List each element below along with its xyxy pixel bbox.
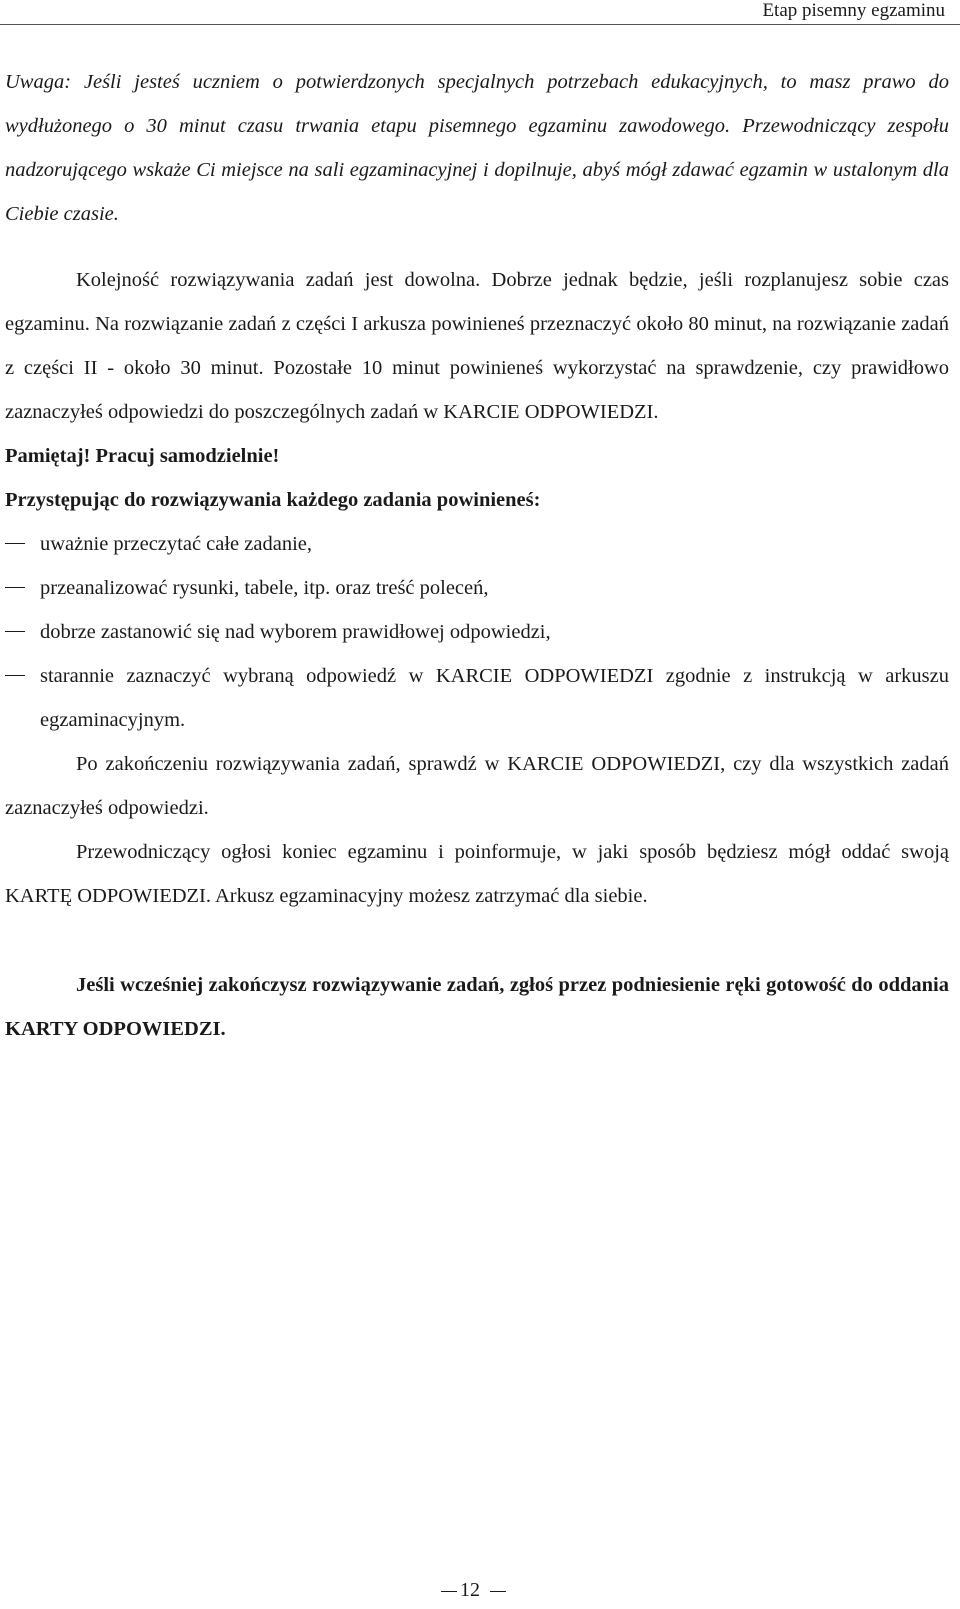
end-paragraph: Przewodniczący ogłosi koniec egzaminu i poinformuje, w jaki sposób będziesz mógł oddać swoją KARTĘ ODPOWIEDZI. Arkusz egzaminacyjny możesz zatrzymać dla siebie. (5, 841, 949, 907)
footer-dash-left-icon (441, 1591, 457, 1592)
page-footer (0, 1575, 960, 1605)
dash-bullet-icon (5, 675, 25, 676)
approach-heading: Przystępując do rozwiązywania każdego zadania powinieneś: (5, 489, 541, 511)
dash-bullet-icon (5, 543, 25, 544)
header-title: Etap pisemny egzaminu (762, 0, 945, 21)
page-number: 12 (460, 1579, 480, 1601)
remember-note: Pamiętaj! Pracuj samodzielnie! (5, 445, 280, 467)
dash-bullet-icon (5, 587, 25, 588)
page-header (0, 0, 960, 25)
list-item (5, 522, 949, 566)
early-finish-paragraph: Jeśli wcześniej zakończysz rozwiązywanie zadań, zgłoś przez podniesienie ręki gotowość do oddania KARTY ODPOWIEDZI. (5, 974, 949, 1040)
footer-dash-right-icon (490, 1591, 506, 1592)
step-text: starannie zaznaczyć wybraną odpowiedź w KARCIE ODPOWIEDZI zgodnie z instrukcją w arkuszu egzaminacyjnym. (40, 665, 949, 731)
list-item (5, 610, 949, 654)
dash-bullet-icon (5, 631, 25, 632)
steps-list (5, 522, 949, 742)
order-paragraph: Kolejność rozwiązywania zadań jest dowolna. Dobrze jednak będzie, jeśli rozplanujesz sobie czas egzaminu. Na rozwiązanie zadań z części I arkusza powinieneś przeznaczyć około 80 minut, na rozwiązanie zadań z części II - około 30 minut. Pozostałe 10 minut powinieneś wykorzystać na sprawdzenie, czy prawidłowo zaznaczyłeś odpowiedzi do poszczególnych zadań w KARCIE ODPOWIEDZI. (5, 269, 949, 423)
notice-paragraph: Uwaga: Jeśli jesteś uczniem o potwierdzonych specjalnych potrzebach edukacyjnych, to masz prawo do wydłużonego o 30 minut czasu trwania etapu pisemnego egzaminu zawodowego. Przewodniczący zespołu nadzorującego wskaże Ci miejsce na sali egzaminacyjnej i dopilnuje, abyś mógł zdawać egzamin w ustalonym dla Ciebie czasie. (5, 71, 949, 225)
list-item (5, 566, 949, 610)
document-body (5, 60, 949, 1051)
step-text: przeanalizować rysunki, tabele, itp. oraz treść poleceń, (40, 577, 489, 599)
step-text: uważnie przeczytać całe zadanie, (40, 533, 312, 555)
step-text: dobrze zastanowić się nad wyborem prawidłowej odpowiedzi, (40, 621, 551, 643)
after-paragraph: Po zakończeniu rozwiązywania zadań, sprawdź w KARCIE ODPOWIEDZI, czy dla wszystkich zadań zaznaczyłeś odpowiedzi. (5, 753, 949, 819)
list-item (5, 654, 949, 742)
